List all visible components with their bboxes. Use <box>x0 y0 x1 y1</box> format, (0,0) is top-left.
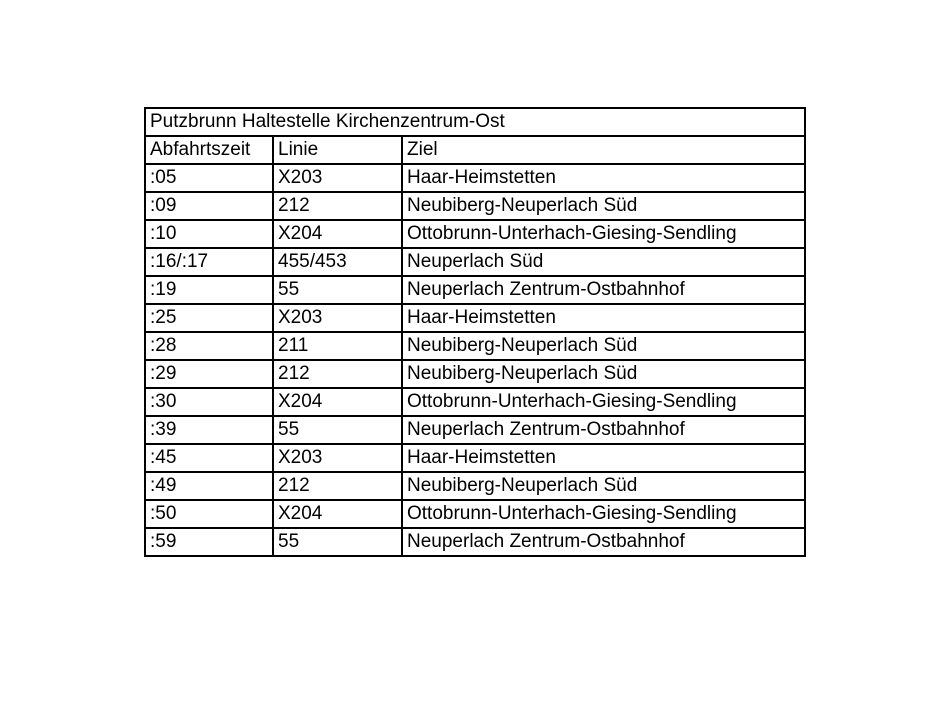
line-cell: 55 <box>273 276 402 304</box>
line-cell: 212 <box>273 472 402 500</box>
table-row <box>145 444 805 472</box>
destination-cell: Neuperlach Zentrum-Ostbahnhof <box>402 528 805 556</box>
departure-time-cell: :05 <box>145 164 273 192</box>
table-row <box>145 304 805 332</box>
line-cell: X203 <box>273 304 402 332</box>
table-header-row <box>145 136 805 164</box>
line-cell: 55 <box>273 528 402 556</box>
destination-cell: Neubiberg-Neuperlach Süd <box>402 192 805 220</box>
line-cell: X204 <box>273 500 402 528</box>
line-cell: 55 <box>273 416 402 444</box>
destination-cell: Neuperlach Süd <box>402 248 805 276</box>
line-cell: 212 <box>273 192 402 220</box>
departure-time-cell: :50 <box>145 500 273 528</box>
header-line: Linie <box>273 136 402 164</box>
line-cell: 211 <box>273 332 402 360</box>
line-cell: 212 <box>273 360 402 388</box>
destination-cell: Ottobrunn-Unterhach-Giesing-Sendling <box>402 220 805 248</box>
departure-time-cell: :19 <box>145 276 273 304</box>
destination-cell: Haar-Heimstetten <box>402 304 805 332</box>
destination-cell: Neuperlach Zentrum-Ostbahnhof <box>402 276 805 304</box>
table-row <box>145 192 805 220</box>
table-row <box>145 248 805 276</box>
table-row <box>145 416 805 444</box>
destination-cell: Haar-Heimstetten <box>402 164 805 192</box>
destination-cell: Ottobrunn-Unterhach-Giesing-Sendling <box>402 388 805 416</box>
departure-time-cell: :59 <box>145 528 273 556</box>
table-row <box>145 472 805 500</box>
table-row <box>145 388 805 416</box>
table-title-row <box>145 108 805 136</box>
destination-cell: Haar-Heimstetten <box>402 444 805 472</box>
departure-time-cell: :39 <box>145 416 273 444</box>
destination-cell: Ottobrunn-Unterhach-Giesing-Sendling <box>402 500 805 528</box>
departure-time-cell: :49 <box>145 472 273 500</box>
departure-time-cell: :45 <box>145 444 273 472</box>
table-row <box>145 528 805 556</box>
departure-time-cell: :30 <box>145 388 273 416</box>
line-cell: X203 <box>273 444 402 472</box>
departure-time-cell: :09 <box>145 192 273 220</box>
table-row <box>145 332 805 360</box>
table-row <box>145 276 805 304</box>
line-cell: X204 <box>273 220 402 248</box>
departure-table <box>144 107 806 557</box>
departure-time-cell: :25 <box>145 304 273 332</box>
departure-table-body <box>145 108 805 556</box>
destination-cell: Neubiberg-Neuperlach Süd <box>402 360 805 388</box>
table-row <box>145 220 805 248</box>
table-row <box>145 360 805 388</box>
line-cell: 455/453 <box>273 248 402 276</box>
table-title: Putzbrunn Haltestelle Kirchenzentrum-Ost <box>145 108 805 136</box>
destination-cell: Neubiberg-Neuperlach Süd <box>402 332 805 360</box>
departure-time-cell: :10 <box>145 220 273 248</box>
departure-time-cell: :29 <box>145 360 273 388</box>
destination-cell: Neubiberg-Neuperlach Süd <box>402 472 805 500</box>
line-cell: X204 <box>273 388 402 416</box>
table-row <box>145 164 805 192</box>
destination-cell: Neuperlach Zentrum-Ostbahnhof <box>402 416 805 444</box>
departure-time-cell: :28 <box>145 332 273 360</box>
header-destination: Ziel <box>402 136 805 164</box>
table-row <box>145 500 805 528</box>
departure-time-cell: :16/:17 <box>145 248 273 276</box>
line-cell: X203 <box>273 164 402 192</box>
header-departure-time: Abfahrtszeit <box>145 136 273 164</box>
